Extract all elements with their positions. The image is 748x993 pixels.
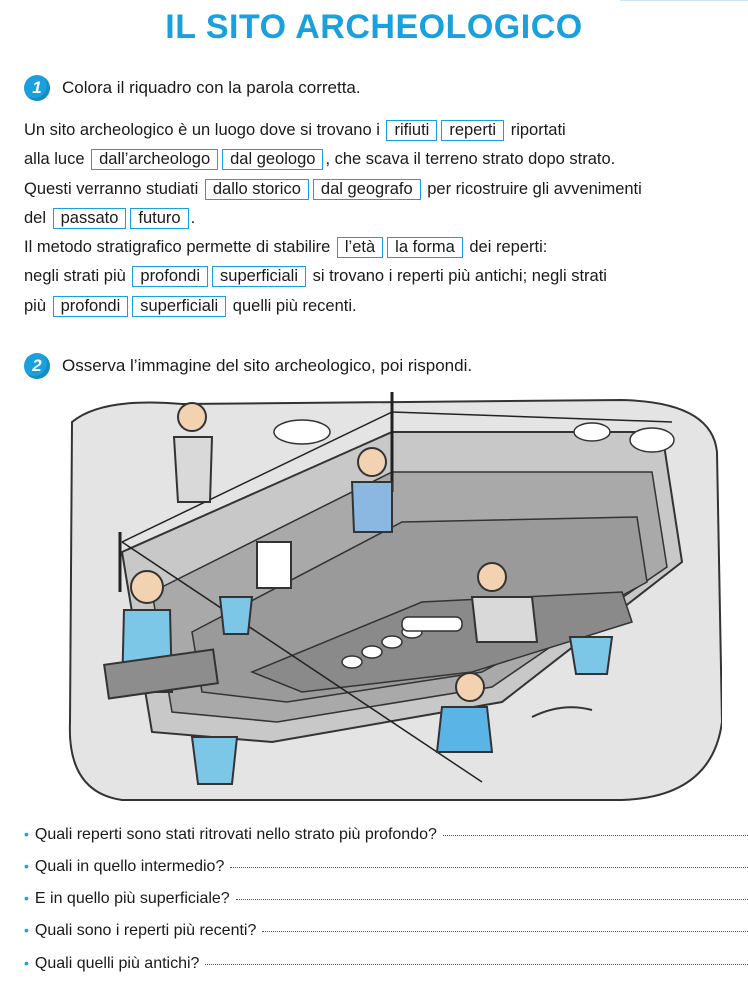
bullet-icon: • (24, 890, 29, 906)
word-choice-box[interactable]: dal geografo (313, 179, 421, 200)
exercise-instruction: Colora il riquadro con la parola corretta. (62, 78, 361, 97)
question-row (24, 922, 748, 940)
question-text: Quali in quello intermedio? (34, 858, 225, 875)
bullet-icon: • (24, 955, 29, 971)
paragraph-line (24, 262, 734, 291)
word-choice-box[interactable]: superficiali (132, 296, 226, 317)
paragraph-line (24, 292, 734, 321)
exercise-2-header (24, 353, 472, 379)
answer-line[interactable] (443, 835, 748, 836)
question-row (24, 826, 748, 844)
bullet-icon: • (24, 858, 29, 874)
question-row (24, 955, 748, 973)
paragraph-line (24, 204, 734, 233)
question-row (24, 858, 748, 876)
paragraph-text: riportati (506, 121, 566, 139)
word-choice-box[interactable]: dallo storico (205, 179, 309, 200)
paragraph-line (24, 145, 734, 174)
question-row (24, 890, 748, 908)
question-text: Quali quelli più antichi? (34, 955, 200, 972)
header-rule (620, 0, 748, 1)
word-choice-box[interactable]: passato (53, 208, 127, 229)
paragraph-line (24, 233, 734, 262)
bullet-icon: • (24, 922, 29, 938)
paragraph-line (24, 175, 734, 204)
paragraph-text: dei reperti: (464, 238, 548, 257)
answer-line[interactable] (230, 867, 748, 868)
exercise-instruction: Osserva l’immagine del sito archeologico, poi rispondi. (62, 356, 473, 375)
paragraph-text: , che scava il terreno strato dopo strato. (325, 150, 616, 169)
question-text: Quali reperti sono stati ritrovati nello strato più profondo? (34, 826, 437, 843)
fill-in-paragraph (24, 116, 734, 321)
question-text: Quali sono i reperti più recenti? (34, 922, 257, 939)
paragraph-text: si trovano i reperti più antichi; negli strati (307, 267, 607, 286)
word-choice-box[interactable]: l’età (337, 237, 383, 258)
paragraph-text: Il metodo stratigrafico permette di stabilire (24, 238, 335, 257)
word-choice-box[interactable]: futuro (130, 208, 188, 229)
word-choice-box[interactable]: reperti (441, 120, 504, 141)
word-choice-box[interactable]: profondi (132, 266, 208, 287)
word-choice-box[interactable]: dall’archeologo (91, 149, 218, 170)
answer-line[interactable] (205, 964, 748, 965)
answer-line[interactable] (262, 931, 748, 932)
word-choice-box[interactable]: dal geologo (222, 149, 323, 170)
paragraph-text: negli strati più (24, 267, 131, 286)
paragraph-text: più (24, 296, 51, 315)
word-choice-box[interactable]: la forma (387, 237, 463, 258)
paragraph-text: per ricostruire gli avvenimenti (422, 179, 642, 198)
exercise-1-header (24, 75, 361, 101)
paragraph-text: Un sito archeologico è un luogo dove si trovano i (24, 121, 385, 139)
bullet-icon: • (24, 826, 29, 842)
paragraph-line (24, 116, 734, 145)
paragraph-text: del (24, 208, 51, 227)
paragraph-text: quelli più recenti. (228, 296, 357, 315)
word-choice-box[interactable]: superficiali (212, 266, 306, 287)
archaeological-site-illustration (62, 392, 722, 802)
word-choice-box[interactable]: rifiuti (386, 120, 437, 141)
paragraph-text: Questi verranno studiati (24, 179, 203, 198)
paragraph-text: alla luce (24, 150, 90, 169)
question-text: E in quello più superficiale? (34, 890, 230, 907)
page-title: IL SITO ARCHEOLOGICO (165, 8, 583, 46)
paragraph-text: . (190, 208, 196, 227)
exercise-number-badge: 1 (24, 75, 50, 101)
exercise-number-badge: 2 (24, 353, 50, 379)
word-choice-box[interactable]: profondi (53, 296, 129, 317)
answer-line[interactable] (236, 899, 748, 900)
